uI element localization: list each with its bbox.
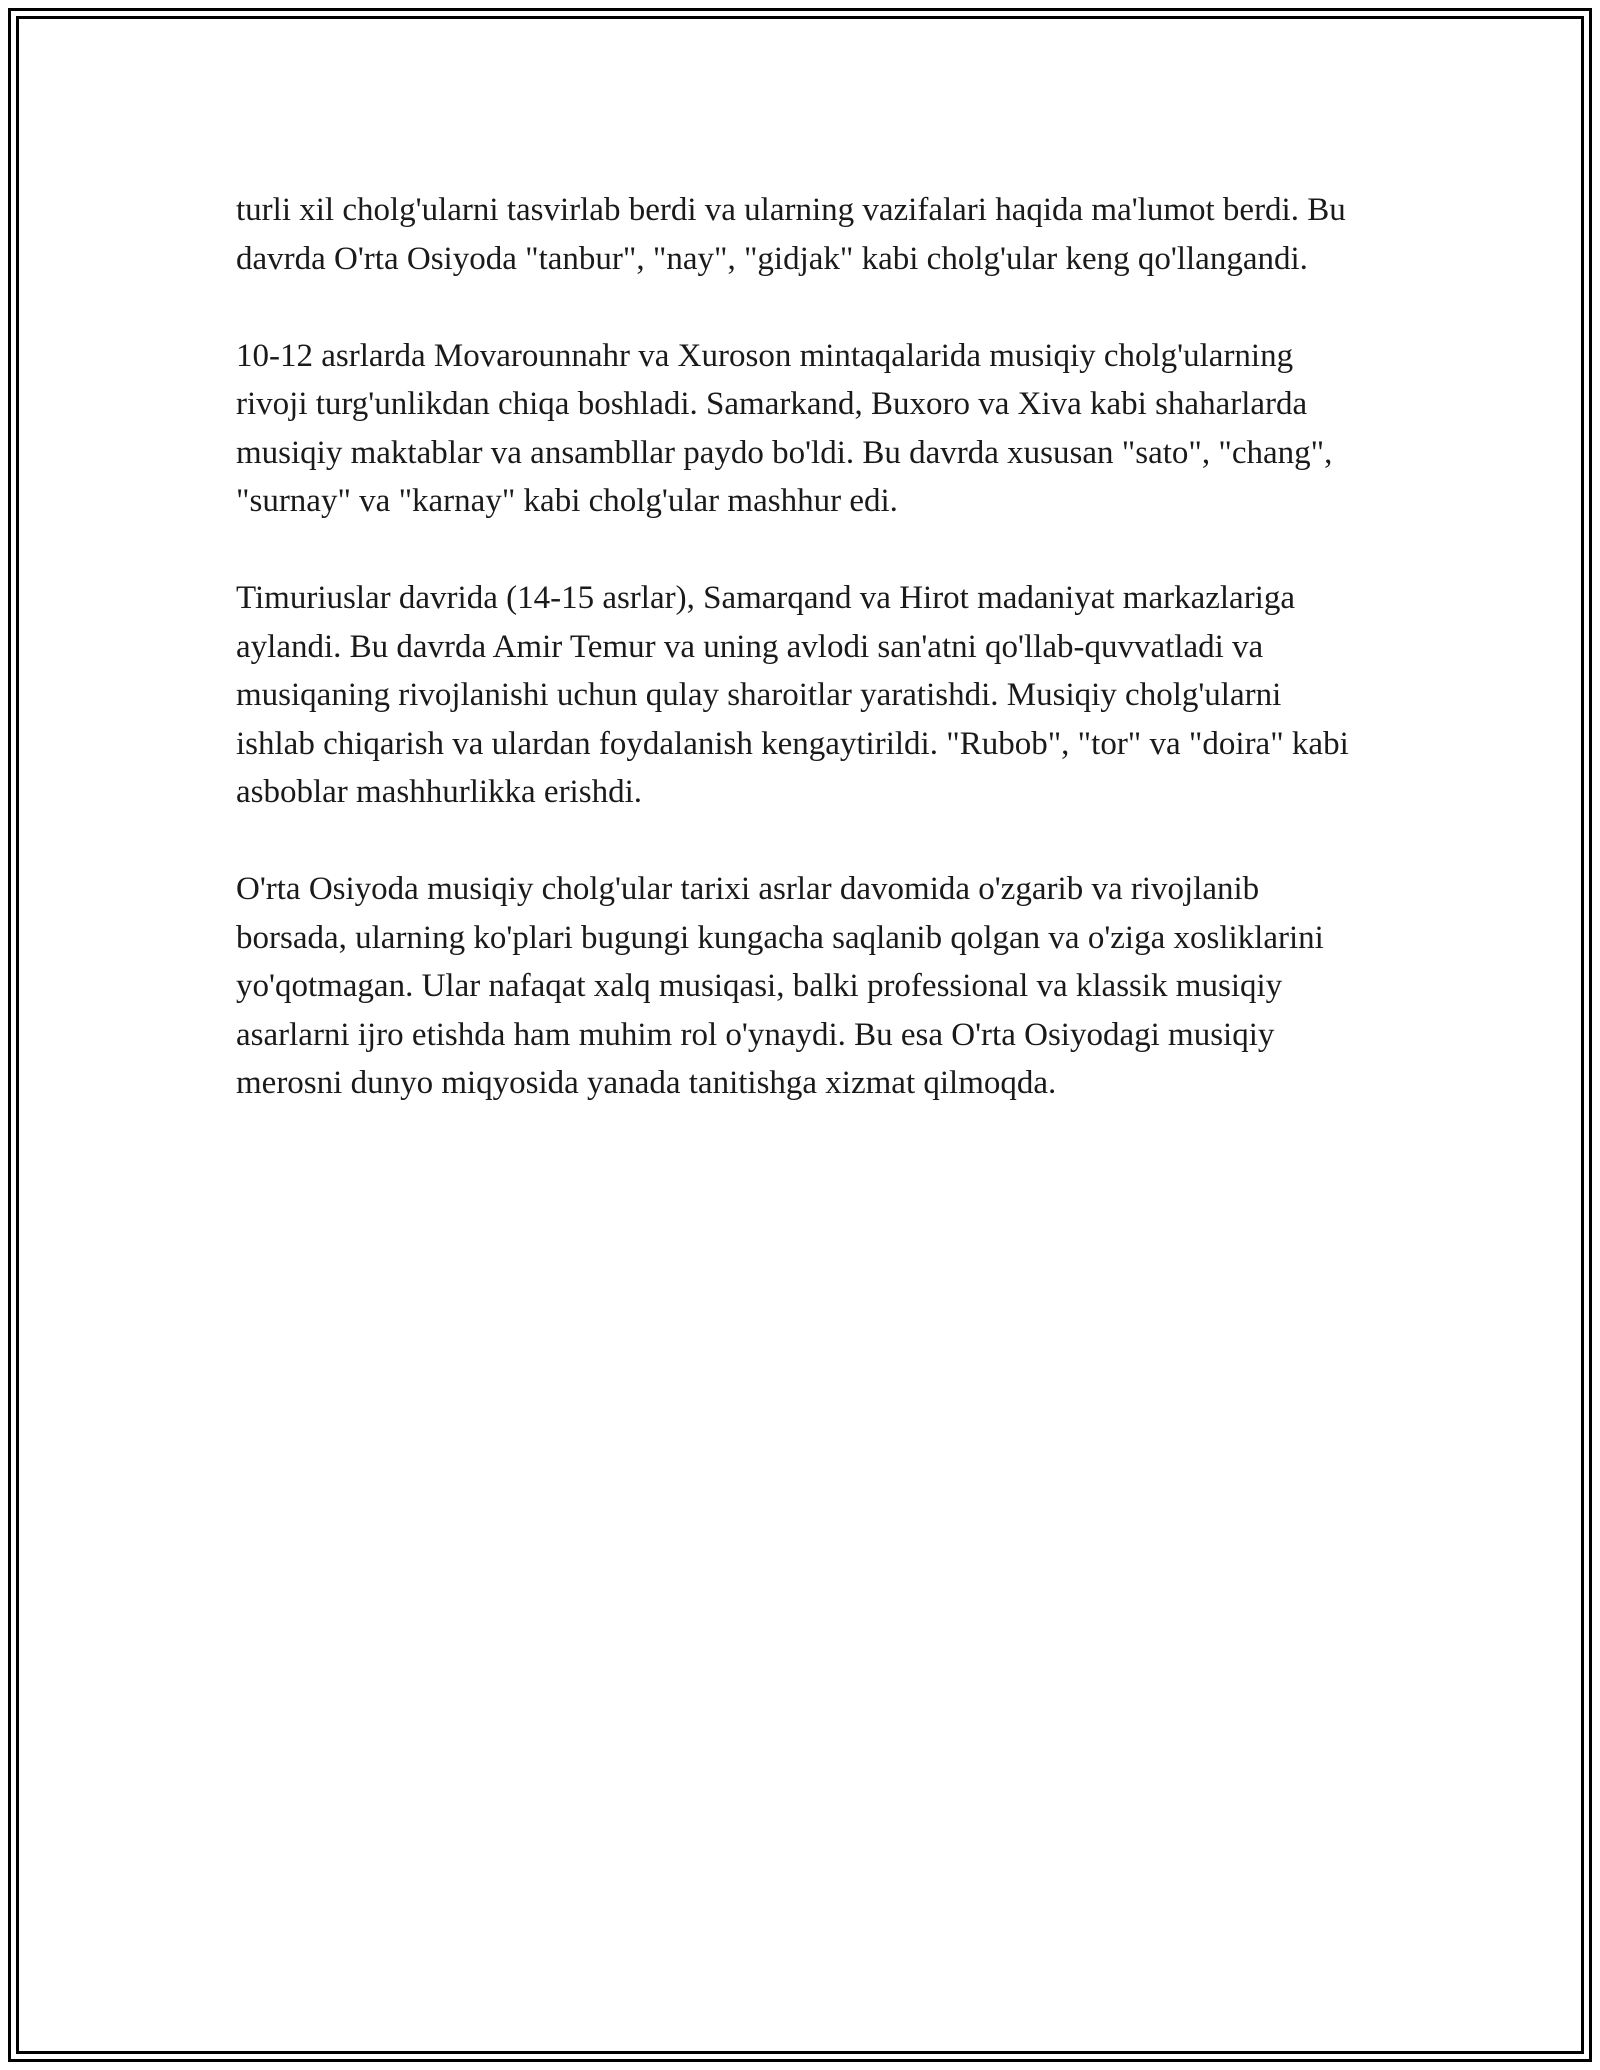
paragraph-2: 10-12 asrlarda Movarounnahr va Xuroson mintaqalarida musiqiy cholg'ularning rivoji turg'unlikdan chiqa boshladi. Samarkand, Buxoro va Xiva kabi shaharlarda musiqiy maktablar va ansambllar paydo bo'ldi. Bu davrda xususan "sato", "chang", "surnay" va "karnay" kabi cholg'ular mashhur edi. [236,337,1333,519]
paragraph-1: turli xil cholg'ularni tasvirlab berdi va ularning vazifalari haqida ma'lumot berdi. Bu davrda O'rta Osiyoda "tanbur", "nay", "gidjak" kabi cholg'ular keng qo'llangandi. [236,192,1346,277]
paragraph-3: Timuriuslar davrida (14-15 asrlar), Samarqand va Hirot madaniyat markazlariga aylandi. Bu davrda Amir Temur va uning avlodi san'atni qo'llab-quvvatladi va musiqaning rivojlanishi uchun qulay sharoitlar yaratishdi. Musiqiy cholg'ularni ishlab chiqarish va ulardan foydalanish kengaytirildi. "Rubob", "tor" va "doira" kabi asboblar mashhurlikka erishdi. [236,580,1349,810]
paragraph-4: O'rta Osiyoda musiqiy cholg'ular tarixi asrlar davomida o'zgarib va rivojlanib borsada, ularning ko'plari bugungi kungacha saqlanib qolgan va o'ziga xosliklarini yo'qotmagan. Ular nafaqat xalq musiqasi, balki professional va klassik musiqiy asarlarni ijro etishda ham muhim rol o'ynaydi. Bu esa O'rta Osiyodagi musiqiy merosni dunyo miqyosida yanada tanitishga xizmat qilmoqda. [236,871,1324,1101]
document-body [236,186,1366,1156]
